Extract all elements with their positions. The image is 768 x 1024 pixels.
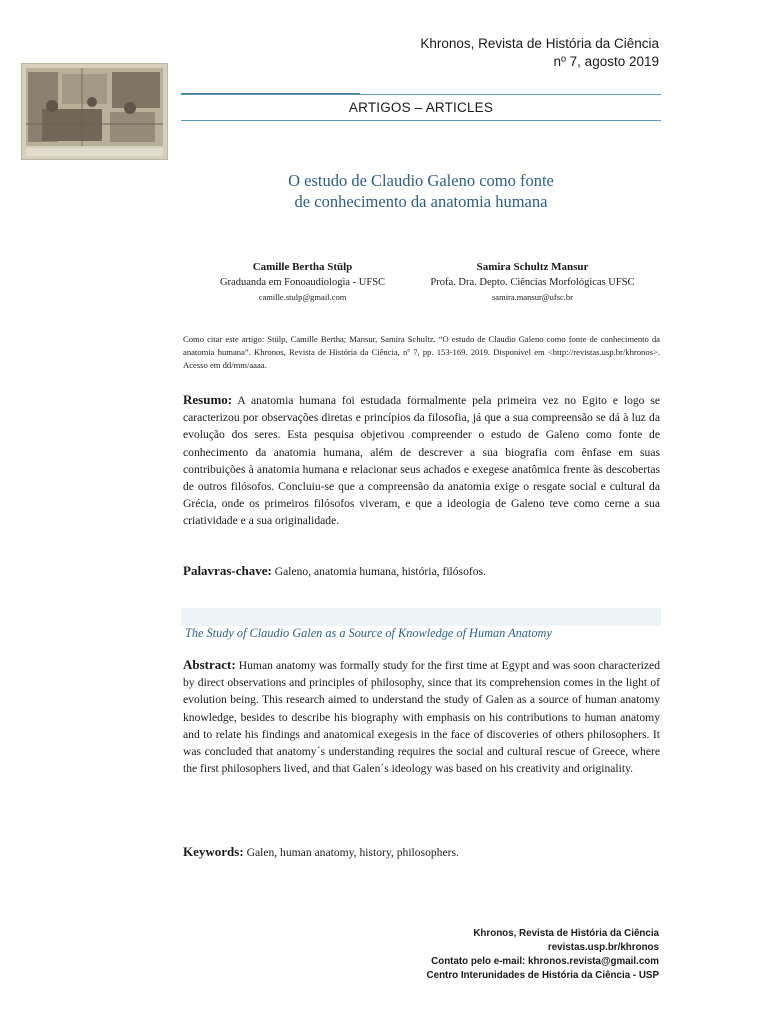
citation-note: Como citar este artigo: Stülp, Camille Bertha; Mansur, Samira Schultz. “O estudo de Claudio Galeno como fonte de conhecimento da anatomia humana”. Khronos, Revista de História da Ciência, nº 7, pp. 153-169. 2019. Disponível em <http://revistas.usp.br/khronos>. Acesso em dd/mm/aaaa. [183, 334, 660, 370]
footer-journal: Khronos, Revista de História da Ciência [473, 928, 659, 939]
article-title-line-1: O estudo de Claudio Galeno como fonte [288, 171, 554, 190]
author-email[interactable]: camille.stulp@gmail.com [258, 292, 347, 302]
palavras-chave-text: Galeno, anatomia humana, história, filósofos. [274, 565, 486, 578]
resumo-paragraph [183, 391, 660, 530]
author-email[interactable]: samira.mansur@ufsc.br [492, 292, 573, 302]
page-footer [427, 927, 659, 983]
author-name: Samira Schultz Mansur [476, 261, 589, 273]
issue-date: nº 7, agosto 2019 [553, 54, 659, 69]
author-affiliation: Graduanda em Fonoaudiologia - UFSC [219, 277, 386, 288]
engraving-image [21, 63, 168, 160]
abstract-paragraph [183, 656, 660, 777]
article-title-line-2: de conhecimento da anatomia humana [294, 192, 548, 211]
header-rule-bottom [181, 120, 661, 121]
journal-header [420, 35, 659, 71]
author-block [420, 260, 645, 305]
section-label: ARTIGOS – ARTICLES [348, 100, 494, 115]
keywords-text: Galen, human anatomy, history, philosophers. [246, 846, 459, 859]
keywords-label: Keywords: [183, 844, 244, 859]
resumo-label: Resumo: [183, 392, 233, 407]
english-title-band [181, 608, 661, 626]
journal-title: Khronos, Revista de História da Ciência [420, 36, 659, 51]
keywords [183, 843, 660, 861]
english-title: The Study of Claudio Galen as a Source of Knowledge of Human Anatomy [185, 626, 552, 640]
resumo-text: A anatomia humana foi estudada formalmente pela primeira vez no Egito e logo se caracterizou por observações diretas e princípios da filosofia, já que a sua compreensão se dá à luz da evolução dos seres. Esta pesquisa objetivou compreender o estudo de Galeno como fonte de conhecimento da anatomia humana, além de descrever a sua biografia com ênfase em suas contribuições à anatomia humana e relacionar seus achados e exegese anatômica frente às descobertas de outros filósofos. Concluiu-se que a compreensão da anatomia exige o resgate social e cultural da Grécia, onde os primeiros filósofos viveram, e que a ideologia de Galeno teve como cerne a sua criatividade e a sua originalidade. [183, 394, 660, 528]
footer-contact[interactable]: Contato pelo e-mail: khronos.revista@gmail.com [431, 956, 659, 967]
author-block [200, 260, 405, 305]
palavras-chave-label: Palavras-chave: [183, 563, 272, 578]
footer-institution: Centro Interunidades de História da Ciência - USP [426, 970, 659, 981]
header-rule-top [181, 94, 661, 95]
author-name: Camille Bertha Stülp [252, 261, 353, 273]
abstract-text: Human anatomy was formally study for the first time at Egypt and was soon characterized by direct observations and principles of philosophy, since that its comprehension comes in the light of evolution being. This research aimed to understand the study of Galen as a source of human anatomy knowledge, besides to describe his biography with emphasis on his contributions to human anatomy and to relate his findings and anatomical exegesis in the face of discoveries of others philosophers. It was concluded that anatomy´s understanding requires the social and cultural rescue of Greece, where the first philosophers lived, and that Galen´s ideology was based on his creativity and originality. [183, 659, 660, 776]
article-title [181, 170, 661, 212]
palavras-chave [183, 562, 660, 580]
abstract-label: Abstract: [183, 657, 236, 672]
footer-url[interactable]: revistas.usp.br/khronos [547, 942, 659, 953]
author-affiliation: Profa. Dra. Depto. Ciências Morfológicas UFSC [430, 277, 635, 288]
